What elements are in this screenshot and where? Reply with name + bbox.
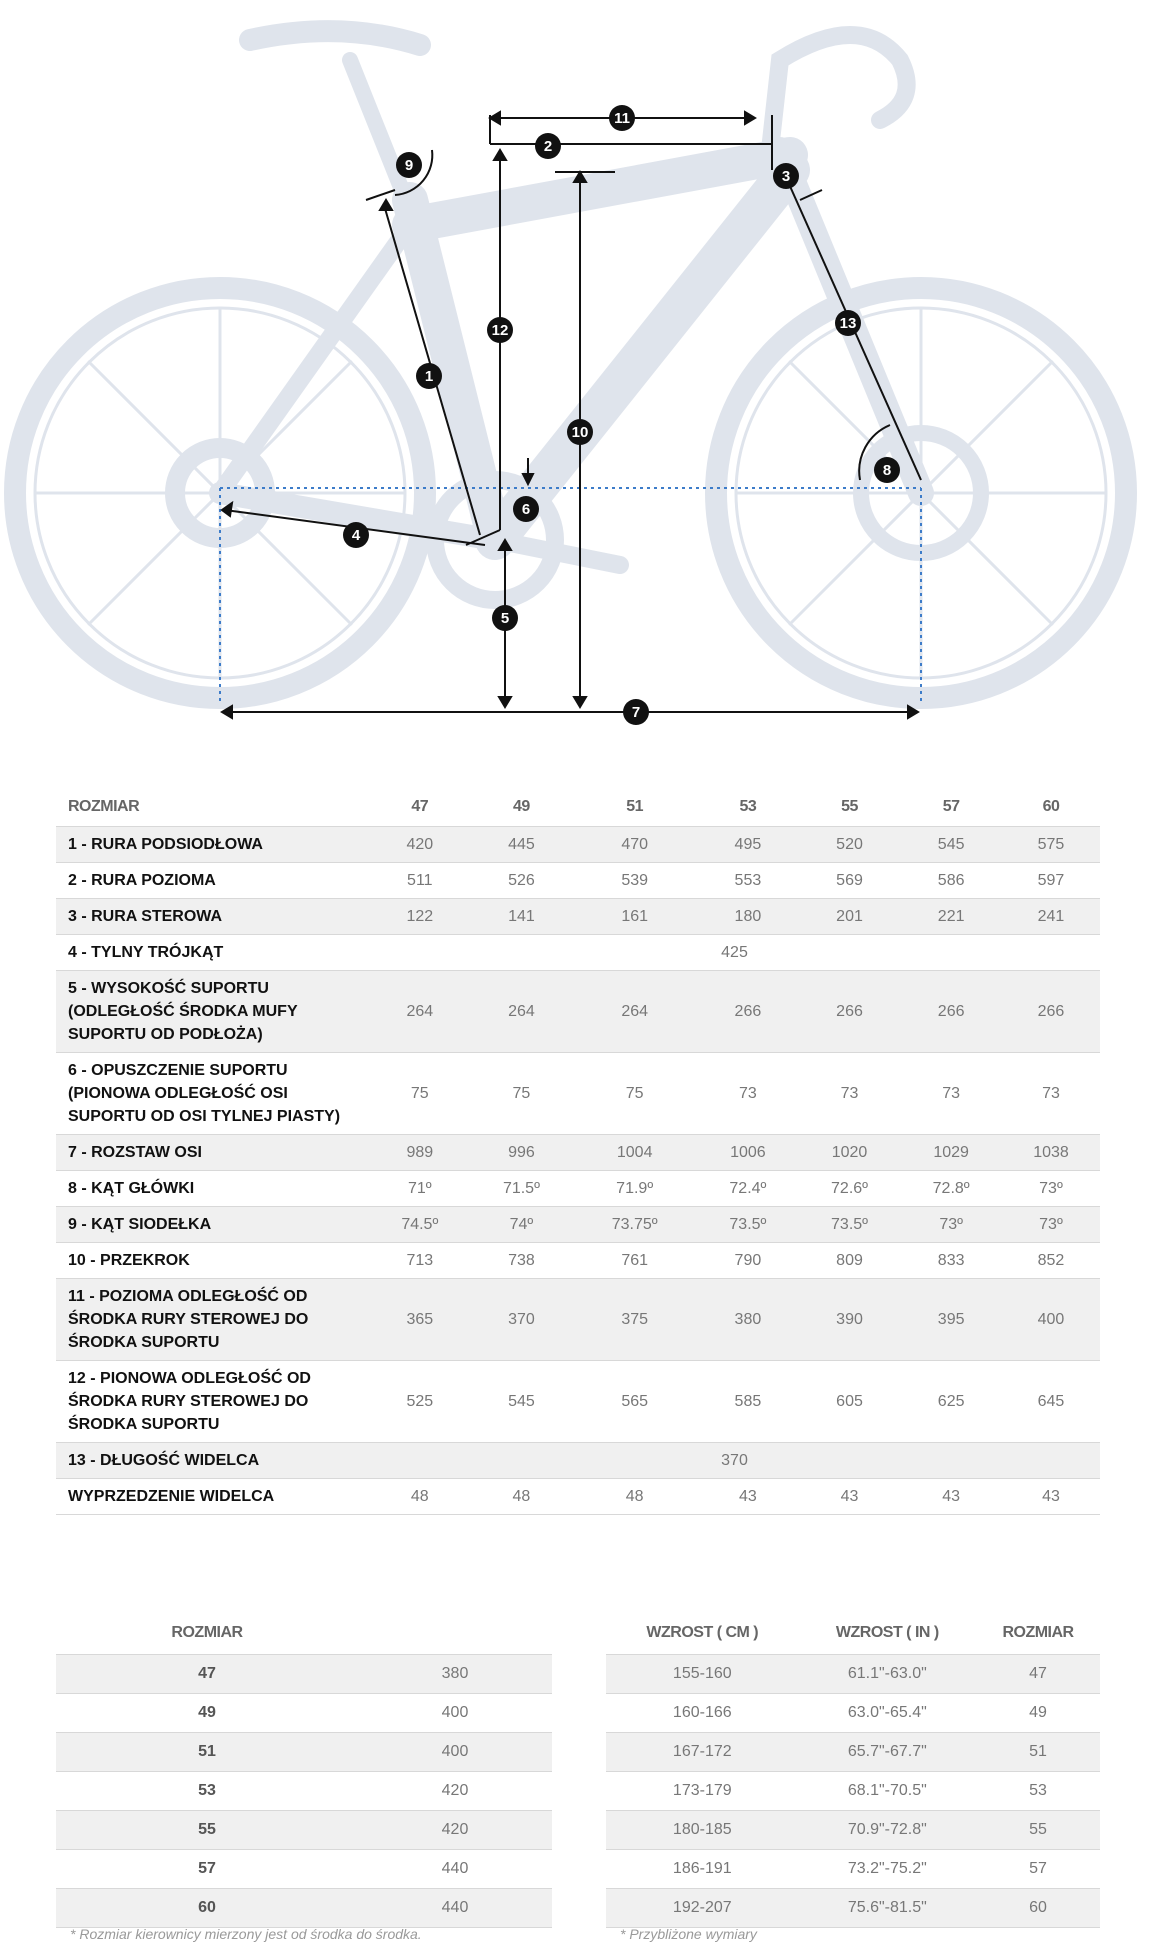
geometry-row-label: 11 - POZIOMA ODLEGŁOŚĆ OD ŚRODKA RURY STEROWEJ DO ŚRODKA SUPORTU [56, 1279, 369, 1361]
fit-cell: 61.1"-63.0" [799, 1655, 977, 1694]
svg-text:1: 1 [424, 368, 434, 385]
geometry-cell: 370 [471, 1279, 573, 1361]
geometry-row [56, 1207, 1100, 1243]
handlebar-width: 420 [358, 1772, 552, 1811]
svg-text:13: 13 [839, 315, 857, 332]
handlebar-header-value [358, 1612, 552, 1655]
fit-cell: 49 [976, 1694, 1100, 1733]
geometry-row-label: 1 - RURA PODSIODŁOWA [56, 827, 369, 863]
geometry-cell: 73º [1002, 1207, 1100, 1243]
marker-8 [874, 457, 900, 483]
geometry-header-size: 55 [799, 788, 901, 827]
geometry-cell: 266 [799, 971, 901, 1053]
geometry-cell: 605 [799, 1361, 901, 1443]
handlebar-header-row [56, 1612, 552, 1655]
geometry-cell: 72.4º [697, 1171, 799, 1207]
geometry-cell: 74.5º [369, 1207, 471, 1243]
fit-row [606, 1772, 1100, 1811]
svg-text:3: 3 [781, 168, 791, 185]
handlebar-size: 55 [56, 1811, 358, 1850]
geometry-cell: 48 [369, 1479, 471, 1515]
svg-text:9: 9 [404, 157, 414, 174]
geometry-cell: 790 [697, 1243, 799, 1279]
geometry-cell: 553 [697, 863, 799, 899]
fit-cell: 70.9"-72.8" [799, 1811, 977, 1850]
fit-cell: 65.7"-67.7" [799, 1733, 977, 1772]
fit-header: ROZMIAR [976, 1612, 1100, 1655]
handlebar-size: 51 [56, 1733, 358, 1772]
fit-cell: 75.6"-81.5" [799, 1889, 977, 1928]
geometry-cell: 73º [1002, 1171, 1100, 1207]
geometry-cell: 713 [369, 1243, 471, 1279]
geometry-row-label: WYPRZEDZENIE WIDELCA [56, 1479, 369, 1515]
geometry-row [56, 899, 1100, 935]
geometry-cell: 526 [471, 863, 573, 899]
geometry-cell: 586 [900, 863, 1002, 899]
geometry-row [56, 863, 1100, 899]
geometry-cell: 73 [900, 1053, 1002, 1135]
geometry-cell: 545 [900, 827, 1002, 863]
fit-cell: 60 [976, 1889, 1100, 1928]
geometry-cell: 71º [369, 1171, 471, 1207]
geometry-row-label: 7 - ROZSTAW OSI [56, 1135, 369, 1171]
fit-cell: 192-207 [606, 1889, 799, 1928]
handlebar-width: 440 [358, 1889, 552, 1928]
geometry-cell: 833 [900, 1243, 1002, 1279]
geometry-row-label: 2 - RURA POZIOMA [56, 863, 369, 899]
geometry-cell: 470 [572, 827, 697, 863]
geometry-cell: 520 [799, 827, 901, 863]
geometry-cell: 180 [697, 899, 799, 935]
geometry-cell: 75 [471, 1053, 573, 1135]
fit-cell: 63.0"-65.4" [799, 1694, 977, 1733]
marker-7 [623, 699, 649, 725]
fit-row [606, 1889, 1100, 1928]
svg-text:12: 12 [491, 322, 509, 339]
handlebar-row [56, 1772, 552, 1811]
marker-2 [535, 133, 561, 159]
fit-cell: 167-172 [606, 1733, 799, 1772]
geometry-header-size: 53 [697, 788, 799, 827]
geometry-cell: 72.6º [799, 1171, 901, 1207]
bike-geometry-diagram [0, 0, 1160, 740]
geometry-cell: 370 [369, 1443, 1100, 1479]
geometry-row [56, 1135, 1100, 1171]
handlebar-header-size: ROZMIAR [56, 1612, 358, 1655]
geometry-cell: 266 [900, 971, 1002, 1053]
handlebar-width: 440 [358, 1850, 552, 1889]
geometry-cell: 375 [572, 1279, 697, 1361]
marker-1 [416, 363, 442, 389]
geometry-row-label: 4 - TYLNY TRÓJKĄT [56, 935, 369, 971]
fit-cell: 155-160 [606, 1655, 799, 1694]
geometry-cell: 266 [1002, 971, 1100, 1053]
marker-3 [773, 163, 799, 189]
geometry-row [56, 1361, 1100, 1443]
geometry-cell: 420 [369, 827, 471, 863]
marker-13 [835, 310, 861, 336]
geometry-cell: 73.5º [799, 1207, 901, 1243]
rider-fit-table [606, 1612, 1100, 1928]
geometry-cell: 73 [799, 1053, 901, 1135]
geometry-cell: 575 [1002, 827, 1100, 863]
svg-text:8: 8 [882, 462, 892, 479]
geometry-cell: 365 [369, 1279, 471, 1361]
geometry-cell: 1020 [799, 1135, 901, 1171]
geometry-cell: 539 [572, 863, 697, 899]
geometry-row-label: 13 - DŁUGOŚĆ WIDELCA [56, 1443, 369, 1479]
handlebar-note: * Rozmiar kierownicy mierzony jest od środka do środka. [70, 1926, 422, 1942]
fit-header: WZROST ( IN ) [799, 1612, 977, 1655]
geometry-cell: 43 [900, 1479, 1002, 1515]
geometry-row [56, 1243, 1100, 1279]
geometry-cell: 201 [799, 899, 901, 935]
fit-note: * Przybliżone wymiary [620, 1926, 757, 1942]
geometry-cell: 71.5º [471, 1171, 573, 1207]
geometry-cell: 72.8º [900, 1171, 1002, 1207]
geometry-row [56, 1279, 1100, 1361]
fit-cell: 53 [976, 1772, 1100, 1811]
svg-text:7: 7 [631, 704, 641, 721]
geometry-cell: 989 [369, 1135, 471, 1171]
geometry-cell: 545 [471, 1361, 573, 1443]
handlebar-row [56, 1655, 552, 1694]
geometry-cell: 400 [1002, 1279, 1100, 1361]
fit-cell: 73.2"-75.2" [799, 1850, 977, 1889]
handlebar-table [56, 1612, 552, 1928]
fit-cell: 186-191 [606, 1850, 799, 1889]
marker-10 [567, 419, 593, 445]
geometry-cell: 809 [799, 1243, 901, 1279]
geometry-cell: 122 [369, 899, 471, 935]
geometry-cell: 75 [369, 1053, 471, 1135]
geometry-row-label: 8 - KĄT GŁÓWKI [56, 1171, 369, 1207]
fit-cell: 180-185 [606, 1811, 799, 1850]
geometry-cell: 445 [471, 827, 573, 863]
geometry-row-label: 10 - PRZEKROK [56, 1243, 369, 1279]
marker-4 [343, 522, 369, 548]
fit-cell: 57 [976, 1850, 1100, 1889]
geometry-cell: 73.75º [572, 1207, 697, 1243]
geometry-cell: 43 [697, 1479, 799, 1515]
geometry-cell: 75 [572, 1053, 697, 1135]
geometry-cell: 141 [471, 899, 573, 935]
geometry-cell: 1029 [900, 1135, 1002, 1171]
fit-cell: 51 [976, 1733, 1100, 1772]
geometry-row [56, 1479, 1100, 1515]
fit-cell: 173-179 [606, 1772, 799, 1811]
geometry-table-body [56, 827, 1100, 1515]
geometry-cell: 74º [471, 1207, 573, 1243]
geometry-cell: 852 [1002, 1243, 1100, 1279]
geometry-cell: 48 [572, 1479, 697, 1515]
geometry-cell: 1038 [1002, 1135, 1100, 1171]
geometry-cell: 48 [471, 1479, 573, 1515]
geometry-table [56, 788, 1100, 1515]
geometry-cell: 511 [369, 863, 471, 899]
handlebar-row [56, 1850, 552, 1889]
geometry-cell: 565 [572, 1361, 697, 1443]
fit-cell: 68.1"-70.5" [799, 1772, 977, 1811]
geometry-header-size-label: ROZMIAR [56, 788, 369, 827]
fit-header-row [606, 1612, 1100, 1655]
geometry-cell: 43 [1002, 1479, 1100, 1515]
geometry-row-label: 3 - RURA STEROWA [56, 899, 369, 935]
fit-cell: 55 [976, 1811, 1100, 1850]
handlebar-size: 47 [56, 1655, 358, 1694]
geometry-cell: 761 [572, 1243, 697, 1279]
handlebar-width: 400 [358, 1694, 552, 1733]
geometry-cell: 264 [369, 971, 471, 1053]
geometry-cell: 43 [799, 1479, 901, 1515]
geometry-cell: 395 [900, 1279, 1002, 1361]
fit-row [606, 1811, 1100, 1850]
marker-6 [513, 496, 539, 522]
handlebar-row [56, 1733, 552, 1772]
handlebar-row [56, 1811, 552, 1850]
geometry-cell: 221 [900, 899, 1002, 935]
geometry-row [56, 1443, 1100, 1479]
fit-cell: 47 [976, 1655, 1100, 1694]
geometry-cell: 73º [900, 1207, 1002, 1243]
handlebar-size: 53 [56, 1772, 358, 1811]
geometry-cell: 161 [572, 899, 697, 935]
geometry-header-size: 57 [900, 788, 1002, 827]
fit-header: WZROST ( CM ) [606, 1612, 799, 1655]
marker-9 [396, 152, 422, 178]
svg-text:11: 11 [614, 110, 630, 127]
handlebar-width: 400 [358, 1733, 552, 1772]
geometry-cell: 738 [471, 1243, 573, 1279]
geometry-row-label: 5 - WYSOKOŚĆ SUPORTU (ODLEGŁOŚĆ ŚRODKA MUFY SUPORTU OD PODŁOŻA) [56, 971, 369, 1053]
geometry-cell: 597 [1002, 863, 1100, 899]
geometry-cell: 495 [697, 827, 799, 863]
geometry-cell: 390 [799, 1279, 901, 1361]
fit-row [606, 1655, 1100, 1694]
handlebar-table-body [56, 1655, 552, 1928]
marker-12 [487, 317, 513, 343]
geometry-row [56, 1053, 1100, 1135]
marker-11 [609, 105, 635, 131]
handlebar-size: 60 [56, 1889, 358, 1928]
geometry-row [56, 1171, 1100, 1207]
handlebar-size: 57 [56, 1850, 358, 1889]
fit-cell: 160-166 [606, 1694, 799, 1733]
fit-table-body [606, 1655, 1100, 1928]
geometry-cell: 73 [697, 1053, 799, 1135]
geometry-header-row [56, 788, 1100, 827]
geometry-cell: 569 [799, 863, 901, 899]
geometry-header-size: 60 [1002, 788, 1100, 827]
svg-text:10: 10 [571, 424, 589, 441]
geometry-cell: 425 [369, 935, 1100, 971]
handlebar-row [56, 1889, 552, 1928]
geometry-cell: 645 [1002, 1361, 1100, 1443]
bike-silhouette [15, 31, 1126, 698]
geometry-cell: 1006 [697, 1135, 799, 1171]
geometry-cell: 585 [697, 1361, 799, 1443]
geometry-header-size: 51 [572, 788, 697, 827]
geometry-cell: 1004 [572, 1135, 697, 1171]
svg-text:2: 2 [543, 138, 553, 155]
handlebar-size: 49 [56, 1694, 358, 1733]
geometry-cell: 266 [697, 971, 799, 1053]
geometry-cell: 996 [471, 1135, 573, 1171]
geometry-header-size: 47 [369, 788, 471, 827]
geometry-cell: 73.5º [697, 1207, 799, 1243]
handlebar-width: 380 [358, 1655, 552, 1694]
geometry-cell: 241 [1002, 899, 1100, 935]
fit-row [606, 1694, 1100, 1733]
geometry-row [56, 935, 1100, 971]
svg-text:6: 6 [521, 501, 531, 518]
handlebar-row [56, 1694, 552, 1733]
fit-row [606, 1733, 1100, 1772]
fit-row [606, 1850, 1100, 1889]
geometry-cell: 380 [697, 1279, 799, 1361]
geometry-row-label: 9 - KĄT SIODEŁKA [56, 1207, 369, 1243]
geometry-header-size: 49 [471, 788, 573, 827]
marker-5 [492, 605, 518, 631]
svg-text:4: 4 [351, 527, 361, 544]
geometry-row [56, 827, 1100, 863]
geometry-row-label: 12 - PIONOWA ODLEGŁOŚĆ OD ŚRODKA RURY STEROWEJ DO ŚRODKA SUPORTU [56, 1361, 369, 1443]
handlebar-width: 420 [358, 1811, 552, 1850]
geometry-cell: 73 [1002, 1053, 1100, 1135]
geometry-cell: 525 [369, 1361, 471, 1443]
geometry-cell: 625 [900, 1361, 1002, 1443]
geometry-row [56, 971, 1100, 1053]
geometry-cell: 71.9º [572, 1171, 697, 1207]
geometry-row-label: 6 - OPUSZCZENIE SUPORTU (PIONOWA ODLEGŁOŚĆ OSI SUPORTU OD OSI TYLNEJ PIASTY) [56, 1053, 369, 1135]
geometry-cell: 264 [572, 971, 697, 1053]
svg-text:5: 5 [500, 610, 510, 627]
geometry-cell: 264 [471, 971, 573, 1053]
